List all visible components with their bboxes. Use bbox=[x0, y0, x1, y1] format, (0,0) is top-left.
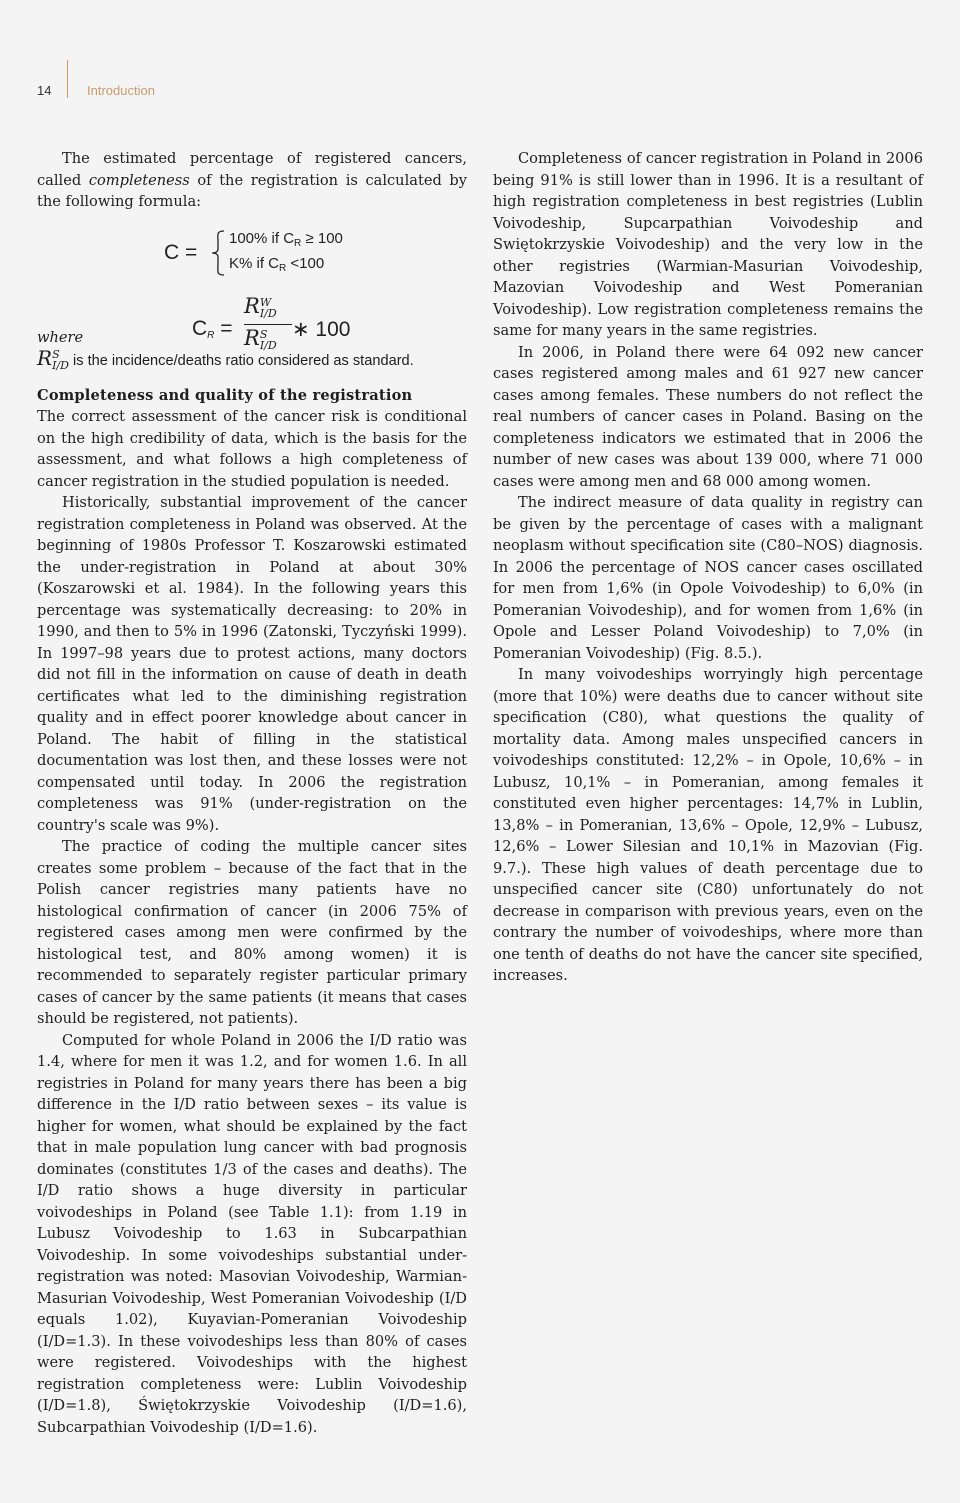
completeness-formula bbox=[37, 149, 467, 352]
paragraph: Completeness of cancer registration in Poland in 2006 being 91% is still lower than in 1996. It is a resultant of high registration completeness in best registries (Lublin Voivodeship, Supcarpathian Voivodeship and Swiętokrzyskie Voivodeship) and the very low in the other registries (Warmian-Masurian Voivodeship, Mazovian Voivodeship and West Pomeranian Voivodeship). Low registration completeness remains the same for many years in the same registries. bbox=[493, 150, 923, 339]
formula-cr-lhs: $C_R$ = bbox=[192, 316, 233, 341]
formula-case-1: 100% if $C_R \ge 100$ bbox=[229, 229, 343, 249]
paragraph: Historically, substantial improvement of the cancer registration completeness in Poland was observed. At the beginning of 1980s Professor T. Koszarowski estimated the under-registration in Poland at about 30% (Koszarowski et al. 1984). In the following years this percentage was systematically decreasing: to 20% in 1990, and then to 5% in 1996 (Zatonski, Tyczyński 1999). In 1997–98 years due to protest actions, many doctors did not fill in the information on cause of death in death certificates what led to the diminishing registration quality and in effect poorer knowledge about cancer in Poland. The habit of filling in the statistical documentation was lost then, and these losses were not compensated until today. In 2006 the registration completeness was 91% (under-registration on the country's scale was 9%). bbox=[37, 494, 467, 834]
paragraph: In 2006, in Poland there were 64 092 new cancer cases registered among males and 61 927 new cancer cases among females. These numbers do not reflect the real numbers of cancer cases in Poland. Basing on the completeness indicators we estimated that in 2006 the number of new cases was about 139 000, where 71 000 cases were among men and 68 000 among women. bbox=[493, 343, 923, 490]
formula-multiplier: ∗ 100 bbox=[292, 317, 351, 341]
paragraph: The practice of coding the multiple cancer sites creates some problem – because of the fact that in the Polish cancer registries many patients have no histological confirmation of cancer (in 2006 75% of registered cases among men were confirmed by the histological test, and 80% among women) it is recommended to separately register particular primary cases of cancer by the same patients (it means that cases should be registered, not patients). bbox=[37, 838, 467, 1027]
intro-text-end: of the registration is calculated by the following formula: bbox=[37, 171, 467, 210]
fraction-bar bbox=[244, 324, 292, 325]
fraction-numerator: R W I/D bbox=[244, 293, 277, 320]
where-label: where bbox=[37, 328, 84, 346]
section-heading: Completeness and quality of the registration bbox=[37, 386, 413, 404]
right-column bbox=[493, 148, 923, 987]
paragraph: The correct assessment of the cancer risk is conditional on the high credibility of data, which is the basis for the assessment, and what follows a high completeness of cancer registration in the studied population is needed. bbox=[37, 408, 467, 490]
paragraph: The indirect measure of data quality in registry can be given by the percentage of cases with a malignant neoplasm without specification site (C80–NOS) diagnosis. In 2006 the percentage of NOS cancer cases oscillated for men from 1,6% (in Opole Voivodeship) to 6,0% (in Pomeranian Voivodeship), and for women from 1,6% (in Opole and Lesser Poland Voivodeship) to 7,0% (in Pomeranian Voivodeship) (Fig. 8.5.). bbox=[493, 494, 923, 662]
intro-emphasis: completeness bbox=[88, 171, 190, 189]
rsid-definition: R S I/D is the incidence/deaths ratio considered as standard. bbox=[37, 345, 414, 372]
intro-text-start: The estimated percentage of registered cancers, called bbox=[37, 150, 467, 189]
paragraph: Computed for whole Poland in 2006 the I/D ratio was 1.4, where for men it was 1.2, and for women 1.6. In all registries in Poland for many years there has been a big difference in the I/D ratio between sexes – its value is higher for women, what should be explained by the fact that in male population lung cancer with bad prognosis dominates (constitutes 1/3 of the cases and deaths). The I/D ratio shows a huge diversity in particular voivodeships in Poland (see Table 1.1): from 1.19 in Lubusz Voivodeship to 1.63 in Subcarpathian Voivodeship. In some voivodeships substantial under-registration was noted: Masovian Voivodeship, Warmian-Masurian Voivodeship, West Pomeranian Voivodeship (I/D equals 1.02), Kuyavian-Pomeranian Voivodeship (I/D=1.3). In these voivodeships less than 80% of cases were registered. Voivodeships with the highest registration completeness were: Lublin Voivodeship (I/D=1.8), Świętokrzyskie Voivodeship (I/D=1.6), Subcarpathian Voivodeship (I/D=1.6). bbox=[37, 1031, 467, 1436]
left-brace-icon bbox=[210, 230, 226, 276]
header-divider bbox=[67, 60, 68, 98]
section-label: Introduction bbox=[87, 83, 155, 98]
left-column bbox=[37, 148, 467, 1438]
formula-c-lhs: C = bbox=[164, 240, 198, 264]
page-number: 14 bbox=[37, 83, 52, 98]
paragraph: In many voivodeships worryingly high percentage (more that 10%) were deaths due to cancer without site specification (C80), what questions the quality of mortality data. Among males unspecified cancers in voivodeships constituted: 12,2% – in Opole, 10,6% – in Lubusz, 10,1% – in Pomeranian, among females it constituted even higher percentages: 14,7% in Lublin, 13,8% – in Pomeranian, 13,6% – Opole, 12,9% – Lubusz, 12,6% – Lower Silesian and 10,1% in Mazovian (Fig. 9.7.). These high values of death percentage due to unspecified cancer site (C80) unfortunately do not decrease in comparison with previous years, even on the contrary the number of voivodeships, where more than one tenth of deaths do not have the cancer site specified, increases. bbox=[493, 666, 923, 984]
formula-case-2: K% if $C_R <100$ bbox=[229, 254, 325, 274]
fraction-denominator: R S I/D bbox=[244, 325, 277, 352]
